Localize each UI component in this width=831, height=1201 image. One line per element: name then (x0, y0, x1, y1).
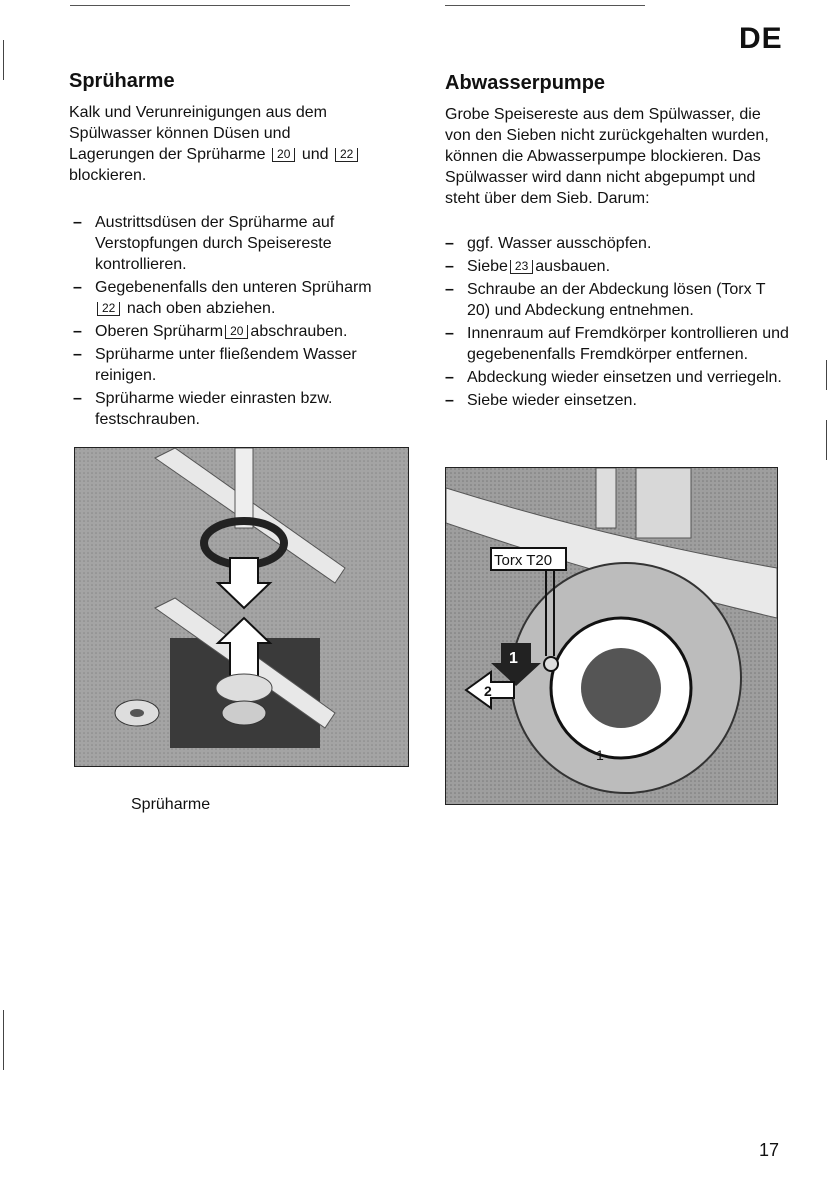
margin-scan-line (3, 1010, 4, 1070)
page-number: 17 (759, 1140, 780, 1160)
top-scan-line (70, 5, 350, 6)
list-item: – Abdeckung wieder einsetzen und verriegeln. (445, 369, 782, 386)
drain-pump-illustration (446, 468, 777, 804)
photo-caption: Sprüharme (131, 796, 211, 813)
drain-pump-intro: Grobe Speisereste aus dem Spülwasser, die von den Sieben nicht zurückgehalten wurden, können die Abwasserpumpe blockieren. Das Spülwasser wird dann nicht abgepumpt und steht über dem Sieb. Darum: (445, 106, 769, 207)
language-label: DE (739, 22, 783, 55)
list-item: – Oberen Sprüharm 20 abschrauben. (73, 323, 348, 340)
spray-arms-photo (74, 447, 409, 767)
list-item: – Siebe 23 ausbauen. (445, 258, 611, 275)
margin-scan-line (826, 360, 827, 390)
step-1-label: 1 (509, 650, 518, 667)
ref-box: 23 (510, 260, 533, 274)
list-item: – Innenraum auf Fremdkörper kontrollieren und gegebenenfalls Fremdkörper entfernen. (445, 325, 789, 363)
step-2-label: 2 (484, 683, 492, 699)
list-item: – Siebe wieder einsetzen. (445, 392, 637, 409)
drain-pump-photo (445, 467, 778, 805)
list-item: – Sprüharme wieder einrasten bzw. festschrauben. (73, 390, 333, 428)
spray-arms-illustration (75, 448, 408, 766)
ref-box: 20 (272, 148, 295, 162)
top-scan-line (445, 5, 645, 6)
section-title-drain-pump: Abwasserpumpe (445, 72, 606, 94)
ref-box: 22 (335, 148, 358, 162)
margin-scan-line (826, 420, 827, 460)
drain-pump-steps (445, 233, 790, 413)
spray-arms-steps (73, 212, 413, 432)
section-title-spray-arms: Sprüharme (69, 70, 175, 92)
ref-box: 20 (225, 325, 248, 339)
list-item: – Schraube an der Abdeckung lösen (Torx T 20) und Abdeckung entnehmen. (445, 281, 766, 319)
list-item: – Sprüharme unter fließendem Wasser reinigen. (73, 346, 357, 384)
ref-box: 22 (97, 302, 120, 316)
torx-label: Torx T20 (494, 552, 553, 569)
list-item: – ggf. Wasser ausschöpfen. (445, 235, 652, 252)
list-item: – Gegebenenfalls den unteren Sprüharm 22 nach oben abziehen. (73, 279, 372, 317)
spray-arms-intro: Kalk und Verunreinigungen aus dem Spülwasser können Düsen und Lagerungen der Sprüharme 20 und 22 blockieren. (69, 102, 414, 186)
figure-mark: 1 (596, 747, 604, 763)
margin-scan-line (3, 40, 4, 80)
list-item: – Austrittsdüsen der Sprüharme auf Verstopfungen durch Speisereste kontrollieren. (73, 214, 335, 273)
